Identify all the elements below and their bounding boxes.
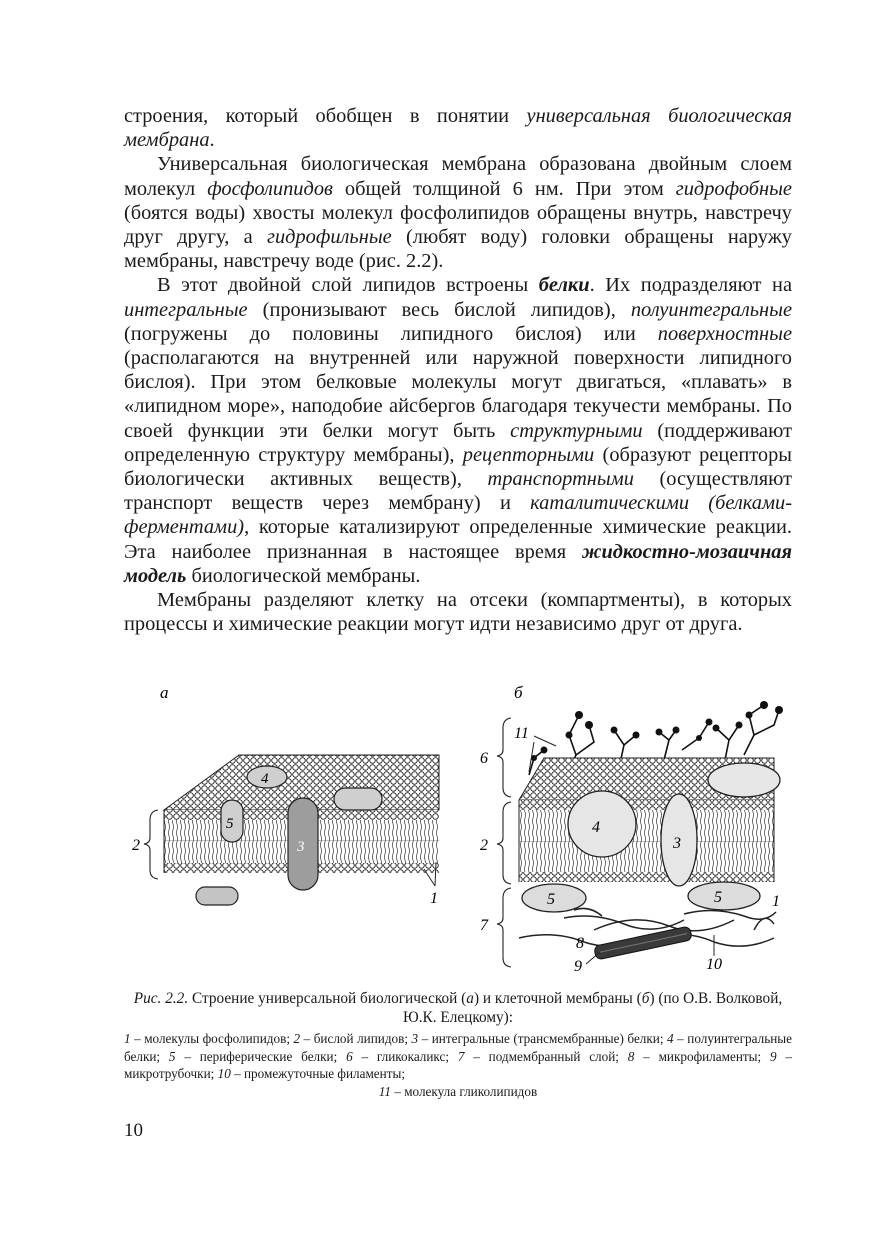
label-b-11: 11 [514, 725, 529, 742]
label-a-2: 2 [132, 837, 140, 854]
cell-protein-surface [708, 763, 780, 797]
protein-peripheral-bottom [196, 887, 238, 905]
text-run: структурными [510, 419, 643, 442]
label-a-3: 3 [297, 839, 305, 855]
label-b-8: 8 [576, 935, 584, 952]
text-run: . Их подразделяют на [589, 274, 792, 297]
legend-item [346, 1049, 458, 1064]
text-run: строения, который обобщен в понятии [124, 105, 527, 127]
text-run: (боятся воды) хвосты молекул фосфолипидов обращены внутрь, навстречу друг другу, а [124, 201, 792, 249]
cell-lower-heads [519, 872, 774, 882]
microtubule [594, 926, 693, 960]
text-run: Универсальная биологическая мембрана образована двойным слоем молекул [124, 153, 792, 200]
panel-b [480, 701, 783, 975]
legend-item [218, 1066, 405, 1081]
legend-description: – молекула гликолипидов [391, 1083, 538, 1099]
label-b-6: 6 [480, 750, 488, 767]
caption-prefix: Рис. 2.2. [133, 990, 189, 1007]
text-run: жидкостно-мозаичная модель [124, 540, 792, 587]
legend-number: 7 [457, 1048, 465, 1064]
legend-item [294, 1031, 412, 1046]
legend-item [412, 1031, 668, 1046]
label-b-10: 10 [706, 956, 722, 973]
figure-legend [124, 1030, 792, 1100]
legend-item [169, 1049, 346, 1064]
legend-number: 10 [217, 1066, 231, 1081]
legend-number: 8 [627, 1048, 635, 1064]
caption-b: б [641, 990, 650, 1007]
text-run: рецепторными [462, 443, 595, 466]
body-text [124, 104, 792, 636]
label-b-9: 9 [574, 958, 582, 975]
text-run: интегральные [124, 298, 248, 321]
legend-item [124, 1083, 792, 1101]
label-a-4: 4 [261, 771, 269, 787]
figure-membrane [124, 680, 792, 975]
legend-description: – подмембранный слой; [464, 1048, 628, 1064]
cell-upper-tails [519, 810, 774, 842]
text-run: фосфолипидов [207, 177, 333, 200]
text-run: Мембраны разделяют клетку на отсеки (компартменты), в которых процессы и химические реакции могут идти независимо друг от друга. [124, 589, 792, 636]
text-run: . [209, 129, 215, 152]
legend-item [628, 1049, 770, 1064]
paragraph [124, 152, 792, 273]
legend-item [124, 1031, 294, 1046]
cell-protein-5-right [688, 882, 760, 910]
caption-text-3: ) (по О.В. Волковой, Ю.К. Елецкому): [402, 990, 783, 1026]
label-a-1: 1 [430, 890, 438, 907]
text-run: (располагаются на внутренней или наружной поверхности липидного бислоя). При этом белковые молекулы могут двигаться, «плавать» в «липидном море», наподобие айсбергов благодаря текучести мембраны. По своей функции эти белки могут быть [124, 347, 792, 442]
membrane-illustration [124, 680, 792, 975]
panel-a [132, 755, 439, 907]
legend-description: – полуинтегральные белки; [124, 1031, 792, 1064]
legend-number: 6 [346, 1048, 353, 1064]
text-run: (осуществляют транспорт веществ через мембрану) и [124, 468, 792, 515]
panel-b-label: б [514, 683, 523, 702]
caption-text-2: ) и клеточной мембраны ( [473, 990, 642, 1007]
bracket-7 [497, 888, 511, 967]
legend-description: – бислой липидов; [300, 1031, 412, 1046]
page-number: 10 [124, 1120, 143, 1141]
label-b-5-left: 5 [547, 891, 555, 908]
text-run: (погружены до половины липидного бислоя) или [124, 322, 658, 345]
text-run: белки [538, 274, 590, 297]
legend-description: – микрофиламенты; [634, 1048, 770, 1064]
legend-item [458, 1049, 628, 1064]
legend-description: – молекулы фосфолипидов; [130, 1031, 294, 1046]
legend-description: – периферические белки; [175, 1048, 347, 1064]
label-b-2: 2 [480, 837, 488, 854]
paragraph [124, 588, 792, 636]
text-run: (образуют рецепторы биологически активных веществ), [124, 443, 793, 491]
bracket-2b [497, 802, 511, 884]
legend-number: 5 [168, 1048, 176, 1064]
text-run: гидрофобные [675, 177, 792, 200]
label-b-1: 1 [772, 893, 780, 910]
legend-description: – гликокаликс; [352, 1048, 458, 1064]
text-run: биологической мембраны. [186, 564, 421, 587]
text-run: универсальная биологическая мембрана [124, 105, 792, 152]
text-run: поверхностные [657, 322, 792, 345]
text-run: транспортными [487, 468, 634, 491]
text-run: (любят воду) головки обращены наружу мембраны, навстречу воде (рис. 2.2). [124, 226, 792, 273]
caption-a: а [466, 990, 474, 1007]
bracket-6 [497, 718, 511, 797]
text-run: полуинтегральные [630, 298, 792, 321]
text-run: (пронизывают весь бислой липидов), [247, 298, 631, 321]
panel-a-label: а [160, 683, 169, 702]
text-run: , которые катализируют определенные химические реакции. Эта наиболее признанная в настоящее время [124, 516, 792, 563]
cell-protein-4 [568, 791, 636, 857]
legend-number: 4 [667, 1031, 674, 1046]
caption-text-1: Строение универсальной биологической ( [188, 990, 467, 1007]
label-b-5-right: 5 [714, 889, 722, 906]
legend-number: 3 [411, 1031, 419, 1046]
legend-description: – интегральные (трансмембранные) белки; [418, 1031, 668, 1046]
paragraph [124, 273, 792, 588]
label-b-4: 4 [592, 819, 600, 836]
text-run: каталитическими (белками-ферментами) [124, 492, 792, 539]
legend-description: – промежуточные филаменты; [230, 1066, 406, 1081]
legend-number: 9 [769, 1048, 777, 1064]
legend-number: 1 [124, 1031, 131, 1046]
cell-upper-heads [519, 800, 774, 810]
text-run: гидрофильные [267, 226, 392, 249]
protein-surface [334, 788, 382, 810]
text-run: В этот двойной слой липидов встроены [157, 274, 539, 297]
bracket-2 [144, 810, 158, 879]
text-run: общей толщиной 6 нм. При этом [332, 177, 676, 200]
label-b-7: 7 [480, 917, 488, 934]
legend-number: 2 [293, 1031, 301, 1046]
label-a-5: 5 [226, 816, 234, 832]
figure-caption [124, 990, 792, 1027]
legend-description: – микротрубочки; [124, 1048, 792, 1081]
label-b-3: 3 [673, 835, 681, 852]
text-run: (поддерживают определенную структуру мембраны), [124, 419, 792, 466]
paragraph [124, 104, 792, 152]
cell-lower-tails [519, 842, 774, 872]
legend-number: 11 [378, 1083, 392, 1099]
